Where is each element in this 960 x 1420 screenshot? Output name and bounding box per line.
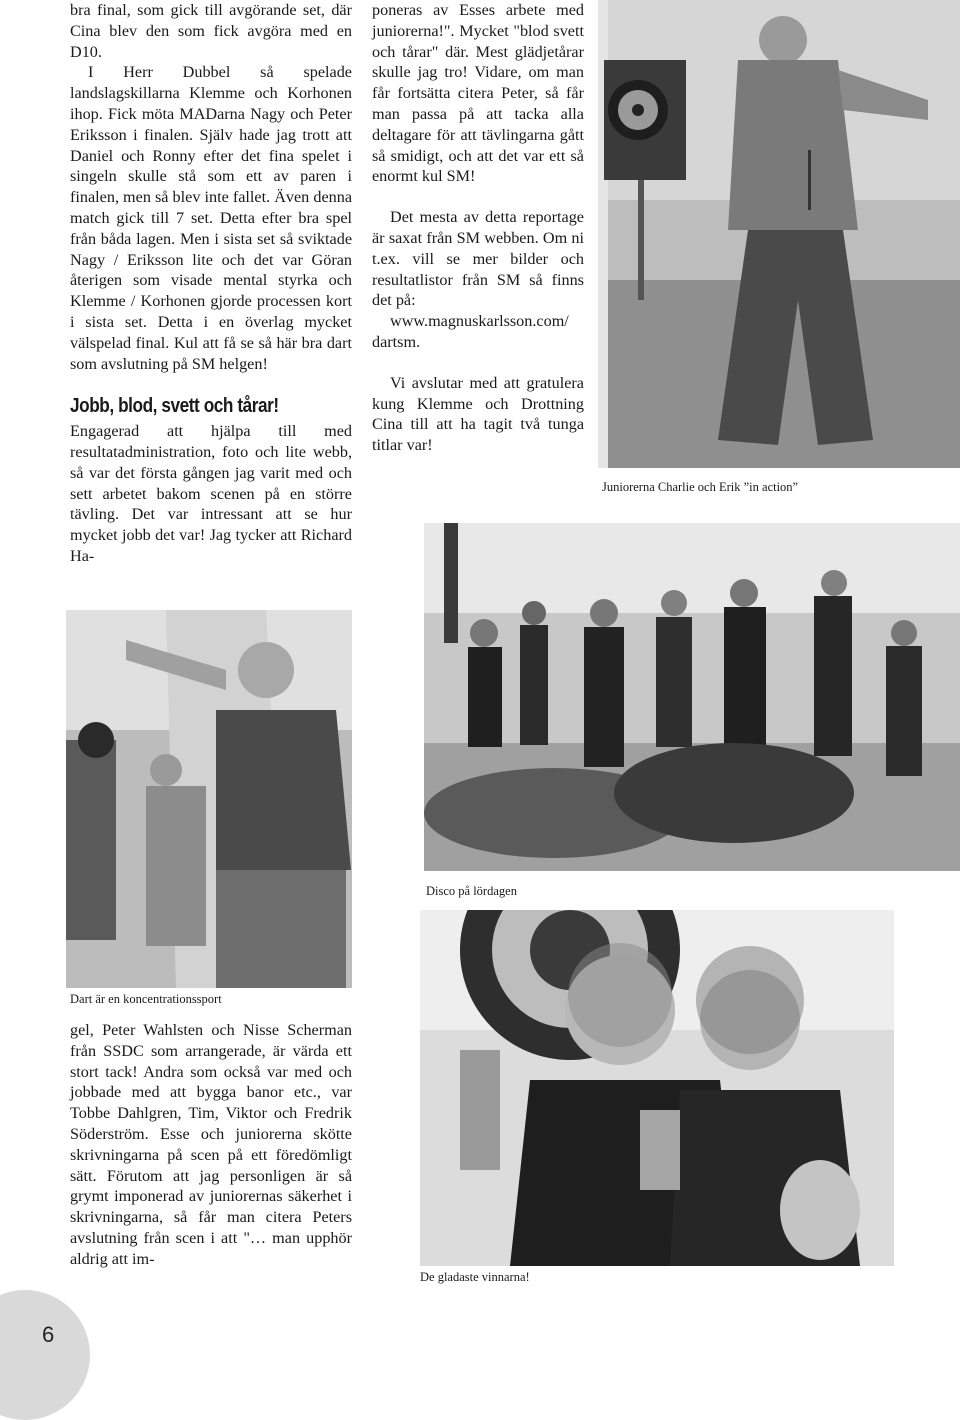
paragraph-poneras: poneras av Esses arbete med juniorerna!". Mycket "blod svett och tårar" där. Mest glädjetårar skulle jag tro! Vidare, om man får fortsätta citera Peter, så får man passa på att tacka alla deltagare för att tävlingarna gått så smidigt, och att det var ett så enormt kul SM!: [372, 1, 584, 186]
paragraph-gratulera: Vi avslutar med att gratulera kung Klemme och Drottning Cina till att ha tagit två tunga titlar var!: [372, 373, 584, 455]
section-heading: Jobb, blod, svett och tårar!: [70, 395, 279, 418]
photo-dart-concentration: [66, 610, 352, 988]
paragraph-final: bra final, som gick till avgörande set, där Cina blev den som fick avgöra med en D10.: [70, 1, 352, 61]
caption-winners: De gladaste vinnarna!: [420, 1270, 530, 1284]
website-url: www.magnuskarlsson.com/: [390, 312, 569, 331]
caption-dart: Dart är en koncentrationssport: [70, 992, 222, 1006]
page-number: 6: [42, 1322, 55, 1347]
article-column-left: [70, 0, 352, 567]
paragraph-reportage: Det mesta av detta reportage är saxat från SM webben. Om ni t.ex. vill se mer bilder och resultatlistor från SM så finns det på:: [372, 208, 584, 310]
page-number-tab: [0, 1290, 90, 1420]
photo-juniors-in-action: [598, 0, 960, 468]
paragraph-herr-dubbel: I Herr Dubbel så spelade landslagskillarna Klemme och Korhonen ihop. Fick möta MADarna Nagy och Peter Eriksson i finalen. Själv hade jag trott att Daniel och Ronny efter det fina spelet i singeln skulle stå som ett av paren i finalen, men så blev inte fallet. Även denna match gick till 7 set. Detta efter bra spel från båda lagen. Men i sista set så sviktade Nagy / Eriksson lite och det var Göran återigen som visade mental styrka och Klemme / Korhonen gjorde processen kort i sista set. Detta i en överlag mycket välspelad final. Kul att få se så här bra dart som avslutning på SM helgen!: [70, 63, 352, 373]
photo-disco: [424, 523, 960, 871]
caption-juniors: Juniorerna Charlie och Erik ”in action”: [602, 480, 799, 494]
article-column-middle: [372, 0, 584, 456]
photo-winners: [420, 910, 894, 1266]
caption-disco: Disco på lördagen: [426, 884, 517, 898]
website-url-path: dartsm.: [372, 332, 421, 351]
paragraph-tack: gel, Peter Wahlsten och Nisse Scherman från SSDC som arrangerade, är värda ett stort tack! Andra som också var med och jobbade med att bygga banor etc., var Tobbe Dahlgren, Tim, Viktor och Fredrik Söderström. Esse och juniorerna skötte skrivningarna på scen på ett föredömligt sätt. Förutom att jag personligen är så grymt imponerad av juniorernas säkerhet i skrivningarna, så får man citera Peters avslutning från scen i att "… man upphör aldrig att im-: [70, 1021, 352, 1268]
paragraph-engagerad: Engagerad att hjälpa till med resultatadministration, foto och lite webb, så var det första gången jag varit med och sett arbetet bakom scenen på en större tävling. Det var intressant att se hur mycket jobb det var! Jag tycker att Richard Ha-: [70, 422, 352, 565]
article-column-bottom: [70, 1020, 352, 1270]
